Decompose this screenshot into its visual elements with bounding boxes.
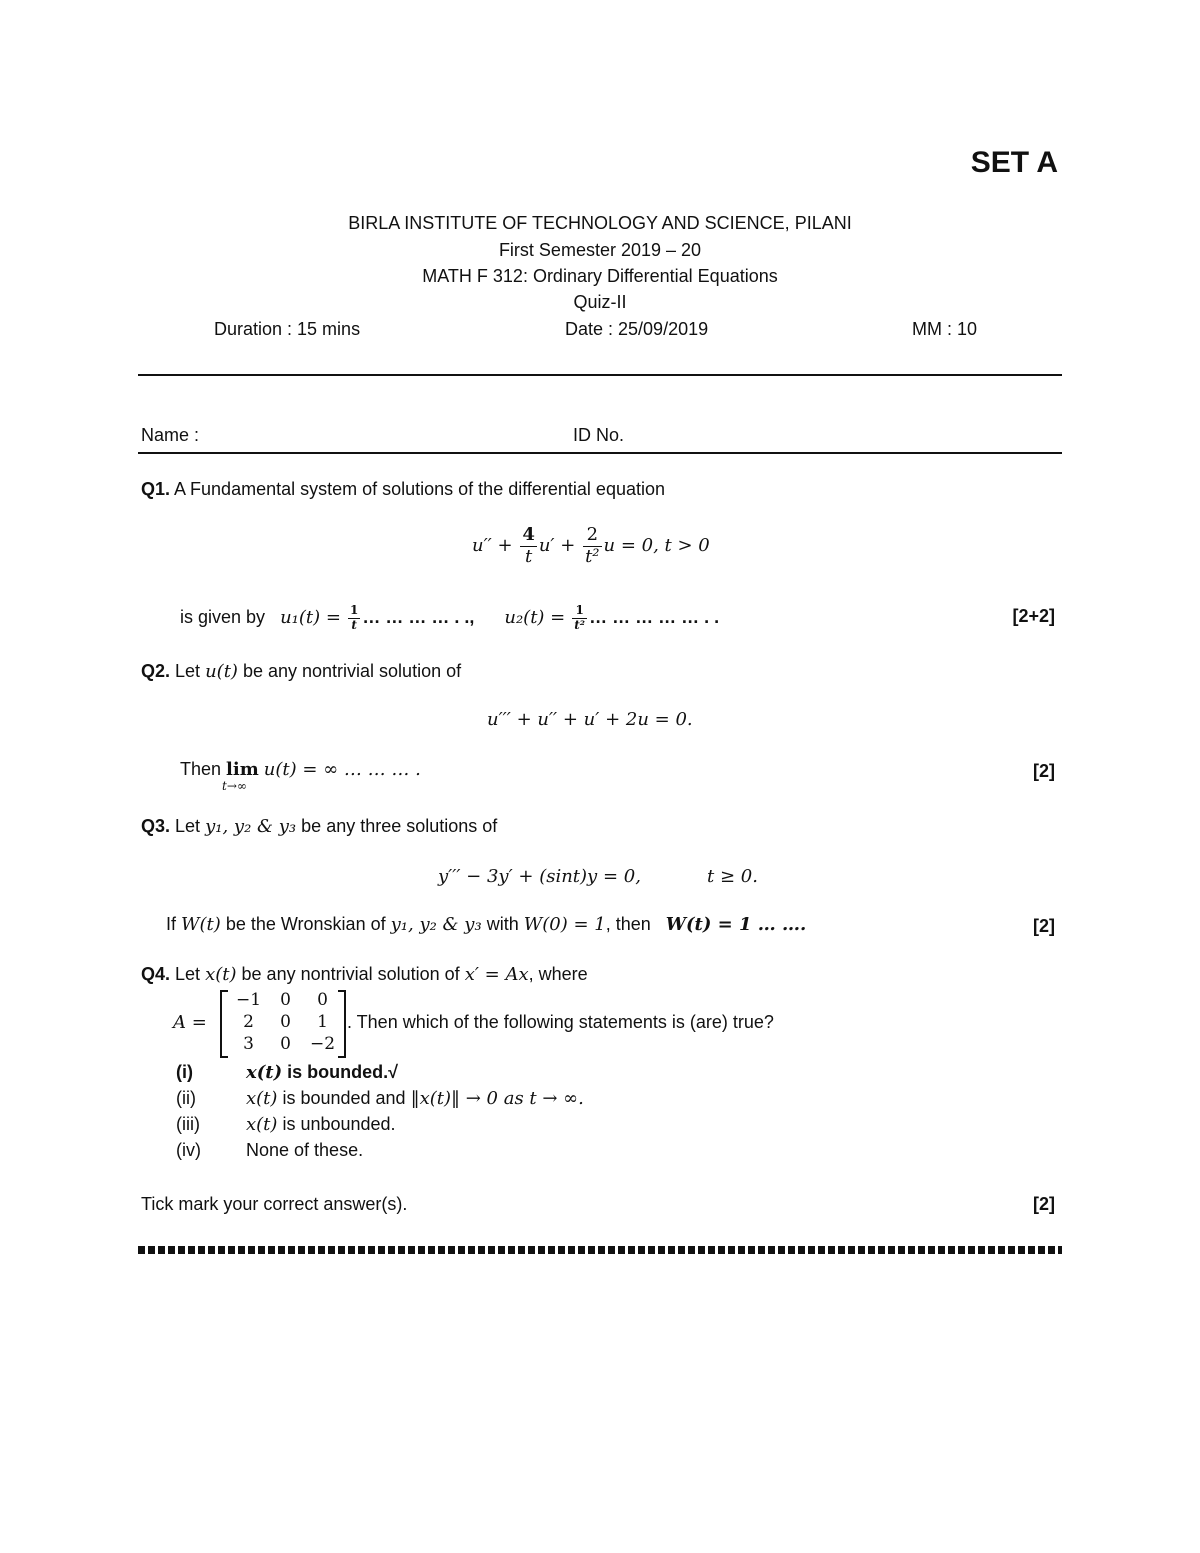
q1-u1-lhs: u₁(t) =	[280, 607, 341, 629]
q1-u2-lhs: u₂(t) =	[504, 607, 566, 629]
q4-a-eq: A =	[173, 1012, 207, 1033]
q1-eq-term1: u′′ +	[472, 535, 513, 557]
q2-text-post: be any nontrivial solution of	[242, 661, 462, 681]
q4-option-extra: ‖x(t)‖ → 0 as t → ∞.	[410, 1088, 584, 1109]
q1-prompt	[141, 479, 665, 500]
q3-text-post: be any three solutions of	[301, 816, 498, 836]
matrix-cell: 1	[317, 1012, 328, 1032]
q3-label: Q3.	[141, 816, 171, 836]
matrix-cell: −1	[235, 990, 262, 1010]
q4-var: x(t)	[205, 964, 237, 985]
q1-eq-frac2	[583, 525, 601, 567]
matrix-cell: 0	[280, 1012, 291, 1032]
matrix-table	[230, 989, 341, 1055]
matrix-row	[230, 1011, 341, 1033]
course-title: MATH F 312: Ordinary Differential Equations	[422, 266, 778, 286]
q3-w0: W(0) = 1	[523, 914, 606, 935]
semester: First Semester 2019 – 20	[498, 240, 702, 260]
q3-text-pre: Let	[175, 816, 201, 836]
matrix-cell: 0	[280, 1034, 291, 1054]
name-label: Name :	[141, 425, 200, 445]
matrix-row	[230, 1033, 341, 1055]
q4-prompt	[141, 964, 588, 985]
q4-marks: [2]	[1033, 1194, 1055, 1214]
q2-prompt	[141, 661, 461, 682]
q3-vars: y₁, y₂ & y₃	[205, 816, 297, 837]
q2-answer-line	[180, 759, 421, 793]
q4-text-post: , where	[528, 964, 588, 984]
q3-equation: y′′′ − 3y′ + (sint)y = 0,	[438, 866, 641, 887]
matrix-cell: −2	[309, 1034, 336, 1054]
q1-eq-term2: u′ +	[538, 535, 576, 557]
q2-limit	[222, 759, 259, 793]
q3-answer-line	[166, 914, 806, 935]
q4-matrix	[220, 990, 346, 1056]
q4-option-var: x(t)	[246, 1114, 278, 1135]
q2-text-pre: Let	[175, 661, 201, 681]
q3-if: If	[166, 914, 177, 934]
q4-option-1	[246, 1062, 398, 1083]
q4-option-num: (iv)	[176, 1140, 201, 1160]
q4-eq: x′ = Ax	[464, 964, 529, 985]
duration: Duration : 15 mins	[214, 319, 361, 339]
q4-label: Q4.	[141, 964, 171, 984]
q4-option-var: x(t)	[246, 1062, 283, 1083]
q1-frac2-den: t²	[585, 545, 600, 567]
q1-u2-blank: … … … … … . .	[589, 607, 720, 628]
q4-option-text: is bounded.	[287, 1062, 389, 1082]
student-divider	[138, 452, 1062, 454]
q3-mid: be the Wronskian of	[225, 914, 386, 934]
q1-frac2-num: 2	[583, 525, 601, 547]
q1-u1-blank: … … … … . .,	[362, 607, 475, 628]
set-label: SET A	[970, 146, 1058, 179]
tick-instruction: Tick mark your correct answer(s).	[141, 1194, 408, 1214]
quiz-title: Quiz-II	[573, 292, 627, 312]
q2-then: Then	[180, 759, 222, 779]
q4-option-var: x(t)	[246, 1088, 278, 1109]
q3-with: with	[486, 914, 519, 934]
q1-text: A Fundamental system of solutions of the differential equation	[174, 479, 665, 499]
q4-option-num: (iii)	[176, 1114, 200, 1134]
max-marks: MM : 10	[912, 319, 978, 339]
q2-lim-sub: t→∞	[222, 779, 247, 793]
matrix-row	[230, 989, 341, 1011]
q1-equation	[472, 525, 710, 567]
q3-wt-blank: W(t) = 1 … ….	[665, 914, 807, 935]
q2-lim-rest: u(t) = ∞ … … … .	[263, 759, 421, 780]
q4-option-num: (i)	[176, 1062, 193, 1082]
q1-eq-frac1	[520, 525, 537, 567]
institute-name: BIRLA INSTITUTE OF TECHNOLOGY AND SCIENCE, PILANI	[348, 213, 852, 233]
q1-frac1-den: t	[524, 545, 533, 567]
q1-given-by: is given by	[180, 607, 266, 628]
id-label: ID No.	[573, 425, 625, 445]
exam-date: Date : 25/09/2019	[565, 319, 709, 339]
q4-option-2	[246, 1088, 584, 1109]
q1-u2-den: t²	[574, 617, 586, 632]
q1-u1-num: 1	[349, 603, 359, 617]
header-divider	[138, 374, 1062, 376]
q4-option-text: is unbounded.	[282, 1114, 396, 1134]
q1-marks: [2+2]	[1012, 606, 1055, 626]
q1-u1-frac	[348, 604, 360, 633]
check-mark-icon: √	[388, 1062, 398, 1082]
end-dashed-divider	[138, 1246, 1062, 1254]
q2-equation: u′′′ + u′′ + u′ + 2u = 0.	[487, 709, 693, 730]
q4-option-4: None of these.	[246, 1140, 364, 1160]
q1-label: Q1.	[141, 479, 171, 499]
matrix-cell: 0	[280, 990, 291, 1010]
q4-text-mid: be any nontrivial solution of	[241, 964, 460, 984]
q4-text-pre: Let	[175, 964, 201, 984]
q3-then: , then	[605, 914, 651, 934]
matrix-cell: 2	[243, 1012, 254, 1032]
q3-vars2: y₁, y₂ & y₃	[390, 914, 482, 935]
q3-marks: [2]	[1033, 916, 1055, 936]
q4-option-num: (ii)	[176, 1088, 196, 1108]
q1-frac1-num: 4	[522, 524, 535, 545]
q4-then-text: . Then which of the following statements is (are) true?	[347, 1012, 774, 1032]
q2-var: u(t)	[205, 661, 238, 682]
q3-w: W(t)	[181, 914, 221, 935]
q2-marks: [2]	[1033, 761, 1055, 781]
matrix-left-bracket	[220, 990, 228, 1058]
matrix-cell: 0	[317, 990, 328, 1010]
matrix-cell: 3	[243, 1034, 254, 1054]
q1-eq-term3: u = 0, t > 0	[603, 535, 710, 557]
q4-option-3	[246, 1114, 396, 1135]
q3-condition: t ≥ 0.	[707, 866, 758, 887]
q1-answer-line	[180, 604, 719, 633]
q1-u1-den: t	[351, 617, 357, 632]
q4-option-text: is bounded and	[282, 1088, 406, 1108]
q2-label: Q2.	[141, 661, 171, 681]
q3-prompt	[141, 816, 497, 837]
q2-lim-label: lim	[226, 759, 259, 780]
q1-u2-num: 1	[572, 604, 587, 619]
q1-u2-frac	[572, 604, 587, 633]
